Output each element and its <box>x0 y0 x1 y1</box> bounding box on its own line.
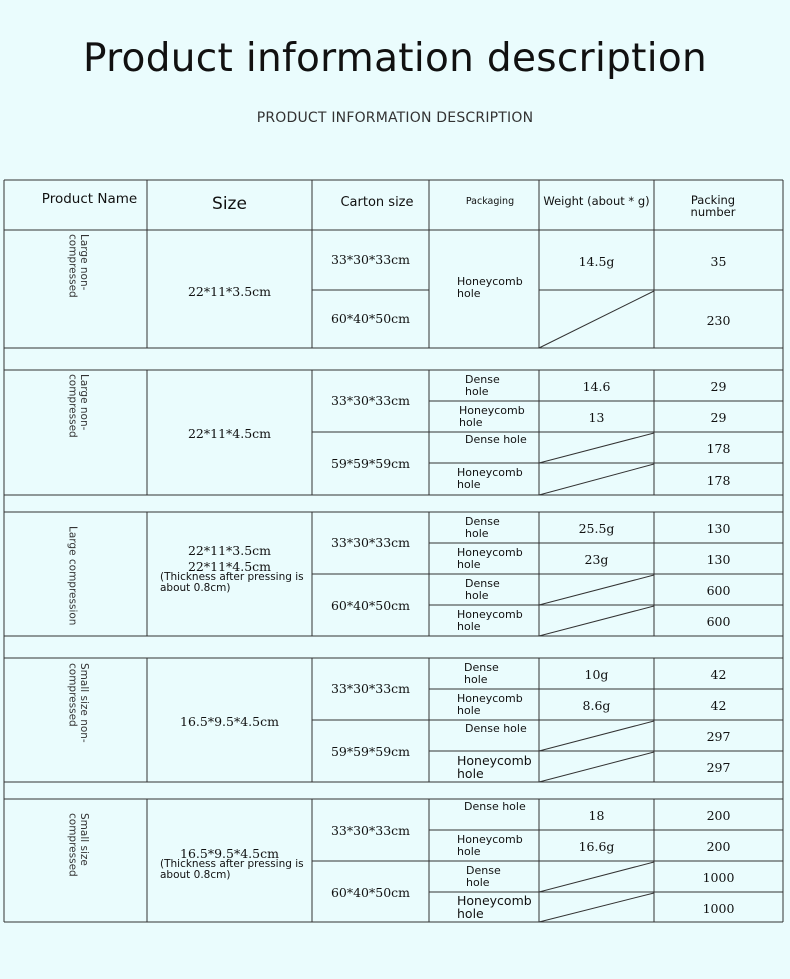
packing-number-value: 42 <box>710 698 727 714</box>
header-packing-number: Packing number <box>690 192 736 219</box>
weight-value: 18 <box>588 808 605 824</box>
packaging-value: Honeycomb hole <box>457 752 532 781</box>
product-name: Large non-compressed <box>66 234 91 298</box>
product-name: Small size compressed <box>66 813 91 877</box>
packaging-value: Dense hole <box>464 661 499 686</box>
thickness-note: (Thickness after pressing is about 0.8cm) <box>160 571 304 595</box>
weight-value: 13 <box>588 410 605 426</box>
packaging-value: Dense hole <box>465 577 500 602</box>
packaging-value: Honeycomb hole <box>459 404 525 429</box>
packing-number-value: 42 <box>710 667 727 683</box>
size-value: 22*11*4.5cm <box>187 559 272 575</box>
packing-number-value: 297 <box>706 729 731 745</box>
packing-number-value: 1000 <box>702 901 735 917</box>
size-value: 16.5*9.5*4.5cm <box>180 714 279 730</box>
packaging-value: Honeycomb hole <box>457 892 532 921</box>
packaging-value: Honeycomb hole <box>457 466 523 491</box>
packaging-value: Honeycomb hole <box>457 608 523 633</box>
weight-value: 8.6g <box>582 698 611 714</box>
packing-number-value: 35 <box>710 254 727 270</box>
thickness-note: (Thickness after pressing is about 0.8cm) <box>160 858 304 882</box>
product-name: Large non-compressed <box>66 374 91 438</box>
packaging-value: Dense hole <box>466 864 501 889</box>
carton-size-value: 33*30*33cm <box>330 681 411 697</box>
carton-size-value: 60*40*50cm <box>330 311 411 327</box>
packaging-value: Honeycomb hole <box>457 275 523 300</box>
packaging-value: Dense hole <box>465 373 500 398</box>
weight-value: 23g <box>584 552 609 568</box>
weight-value: 25.5g <box>578 521 615 537</box>
header-product-name: Product Name <box>41 190 138 207</box>
page-subtitle: PRODUCT INFORMATION DESCRIPTION <box>256 110 534 126</box>
carton-size-value: 33*30*33cm <box>330 252 411 268</box>
packing-number-value: 178 <box>706 472 731 488</box>
packing-number-value: 130 <box>706 521 731 537</box>
packing-number-value: 200 <box>706 808 731 824</box>
weight-value: 14.5g <box>578 254 615 270</box>
packing-number-value: 230 <box>706 313 731 329</box>
carton-size-value: 59*59*59cm <box>330 744 411 760</box>
packing-number-value: 29 <box>710 410 727 426</box>
packaging-value: Honeycomb hole <box>457 833 523 858</box>
size-value: 22*11*3.5cm <box>187 284 272 300</box>
header-carton-size: Carton size <box>340 195 414 211</box>
packaging-value: Dense hole <box>465 433 527 447</box>
packing-number-value: 200 <box>706 839 731 855</box>
packing-number-value: 29 <box>710 379 727 395</box>
carton-size-value: 33*30*33cm <box>330 535 411 551</box>
product-name: Large compression <box>66 526 79 626</box>
weight-value: 14.6 <box>582 379 611 395</box>
carton-size-value: 60*40*50cm <box>330 598 411 614</box>
header-packaging: Packaging <box>465 196 515 208</box>
weight-value: 10g <box>584 667 609 683</box>
packaging-value: Dense hole <box>465 515 500 540</box>
size-value: 22*11*4.5cm <box>187 426 272 442</box>
weight-value: 16.6g <box>578 839 615 855</box>
packing-number-value: 600 <box>706 583 731 599</box>
carton-size-value: 33*30*33cm <box>330 823 411 839</box>
product-name: Small size non-compressed <box>66 663 91 743</box>
packing-number-value: 130 <box>706 552 731 568</box>
carton-size-value: 59*59*59cm <box>330 455 411 471</box>
packing-number-value: 297 <box>706 760 731 776</box>
packaging-value: Dense hole <box>464 800 526 814</box>
packing-number-value: 600 <box>706 614 731 630</box>
page-title: Product information description <box>82 36 708 81</box>
size-value: 22*11*3.5cm <box>187 543 272 559</box>
packaging-value: Honeycomb hole <box>457 546 523 571</box>
header-weight: Weight (about * g) <box>543 193 650 208</box>
packing-number-value: 1000 <box>702 870 735 886</box>
carton-size-value: 60*40*50cm <box>330 885 411 901</box>
packaging-value: Dense hole <box>465 722 527 736</box>
size-value: 16.5*9.5*4.5cm <box>180 846 279 862</box>
packing-number-value: 178 <box>706 441 731 457</box>
packaging-value: Honeycomb hole <box>457 692 523 717</box>
header-size: Size <box>212 194 247 215</box>
carton-size-value: 33*30*33cm <box>330 393 411 409</box>
